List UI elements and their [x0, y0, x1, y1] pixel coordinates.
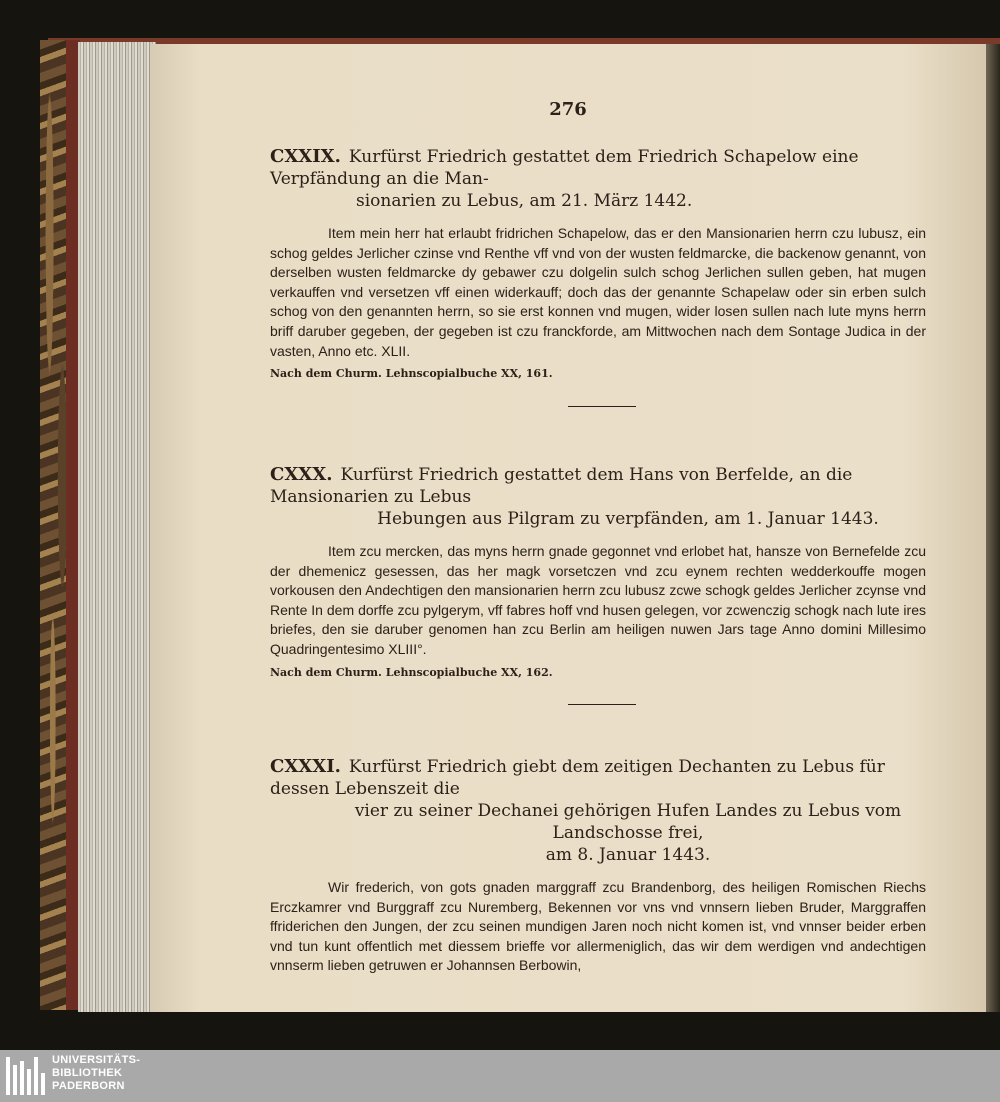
entry-number: CXXX. [270, 464, 333, 485]
library-footer-bar [0, 1050, 1000, 1102]
library-name-line: UNIVERSITÄTS- [52, 1054, 141, 1066]
document-entry [270, 756, 926, 982]
entry-heading [270, 146, 926, 212]
library-logo-icon [6, 1057, 46, 1095]
library-name-line: BIBLIOTHEK [52, 1067, 123, 1079]
page-number: 276 [549, 99, 587, 120]
heading-line: Hebungen aus Pilgram zu verpfänden, am 1. Januar 1443. [377, 509, 879, 529]
section-divider [568, 704, 636, 705]
entry-number: CXXIX. [270, 146, 341, 167]
heading-line: Kurfürst Friedrich gestattet dem Friedrich Schapelow eine Verpfändung an die Man- [270, 147, 859, 189]
entry-body: Wir frederich, von gots gnaden marggraff zcu Brandenborg, des heiligen Romischen Riechs Erczkamrer vnd Burggraff zcu Nuremberg, Bekennen vor vns vnd vnnsern lieben Bruder, Marggraffen ffriderichen den Jungen, der zcu seinen mundigen Jaren noch nicht komen ist, vnd vnnser beider erben vnd tun kunt offentlich met diessem brieffe vor allermeniglich, das wir dem werdigen vnd andechtigen vnnserm lieben getruwen er Johannsen Berbowin, [270, 879, 926, 974]
entry-heading [270, 756, 926, 866]
library-name-line: PADERBORN [52, 1080, 125, 1092]
document-entry [270, 464, 926, 679]
heading-line: am 8. Januar 1443. [545, 845, 711, 865]
entry-number: CXXXI. [270, 756, 341, 777]
heading-line: sionarien zu Lebus, am 21. März 1442. [356, 191, 693, 211]
heading-line: Kurfürst Friedrich giebt dem zeitigen Dechanten zu Lebus für dessen Lebenszeit die [270, 757, 885, 799]
heading-line: vier zu seiner Dechanei gehörigen Hufen Landes zu Lebus vom Landschosse frei, [354, 801, 902, 843]
book-page [150, 44, 986, 1012]
source-citation [270, 367, 926, 380]
library-name [52, 1054, 140, 1093]
entry-heading [270, 464, 926, 530]
entry-body: Item zcu mercken, das myns herrn gnade gegonnet vnd erlobet hat, hansze von Bernefelde zcu der dhemenicz gesessen, das her magk vorsetczen vnd zcu eynem rechten wedderkouffe mogen vorkousen den Andechtigen den mansionarien herrn zcu lubusz zcwe schogk geldes Jerlicher zcynse vnd Rente In dem dorffe zcu pylgerym, vff fabres hoff vnd husen gelegen, vor zcwenczig schogk nach lute ires briefes, den sie daruber genomen han zcu Berlin am heiligen nuwen Jars tage Anno domini Millesimo Quadringentesimo XLIII°. [270, 543, 926, 657]
document-entry [270, 146, 926, 380]
source-text: Nach dem Churm. Lehnscopialbuche XX, 161. [270, 367, 553, 381]
entry-body: Item mein herr hat erlaubt fridrichen Schapelow, das er den Mansionarien herrn czu lubusz, ein schog geldes Jerlicher czinse vnd Renthe vff vnd von der wusten feldmarcke, die backenow genannt, von derselben wusten feldmarcke dy gebawer czu dolgelin sulch schog Jerlichen sullen geben, hat mugen verkauffen vnd versetzen vff einen widerkauff; doch das der genannte Schapelaw oder sin erben sulch schog von den genannten herrn, so sie erst konnen vnd mugen, wider losen sullen nach lute myns herrn briff daruber gegeben, der gegeben ist czu franckforde, am Mittwochen nach dem Sontage Judica in der vasten, Anno etc. XLII. [270, 225, 926, 359]
page-gutter-shadow [984, 44, 1000, 1012]
source-text: Nach dem Churm. Lehnscopialbuche XX, 162. [270, 665, 553, 679]
page-edges [78, 42, 156, 1012]
heading-line: Kurfürst Friedrich gestattet dem Hans von Berfelde, an die Mansionarien zu Lebus [270, 465, 853, 507]
section-divider [568, 406, 636, 407]
source-citation [270, 666, 926, 679]
